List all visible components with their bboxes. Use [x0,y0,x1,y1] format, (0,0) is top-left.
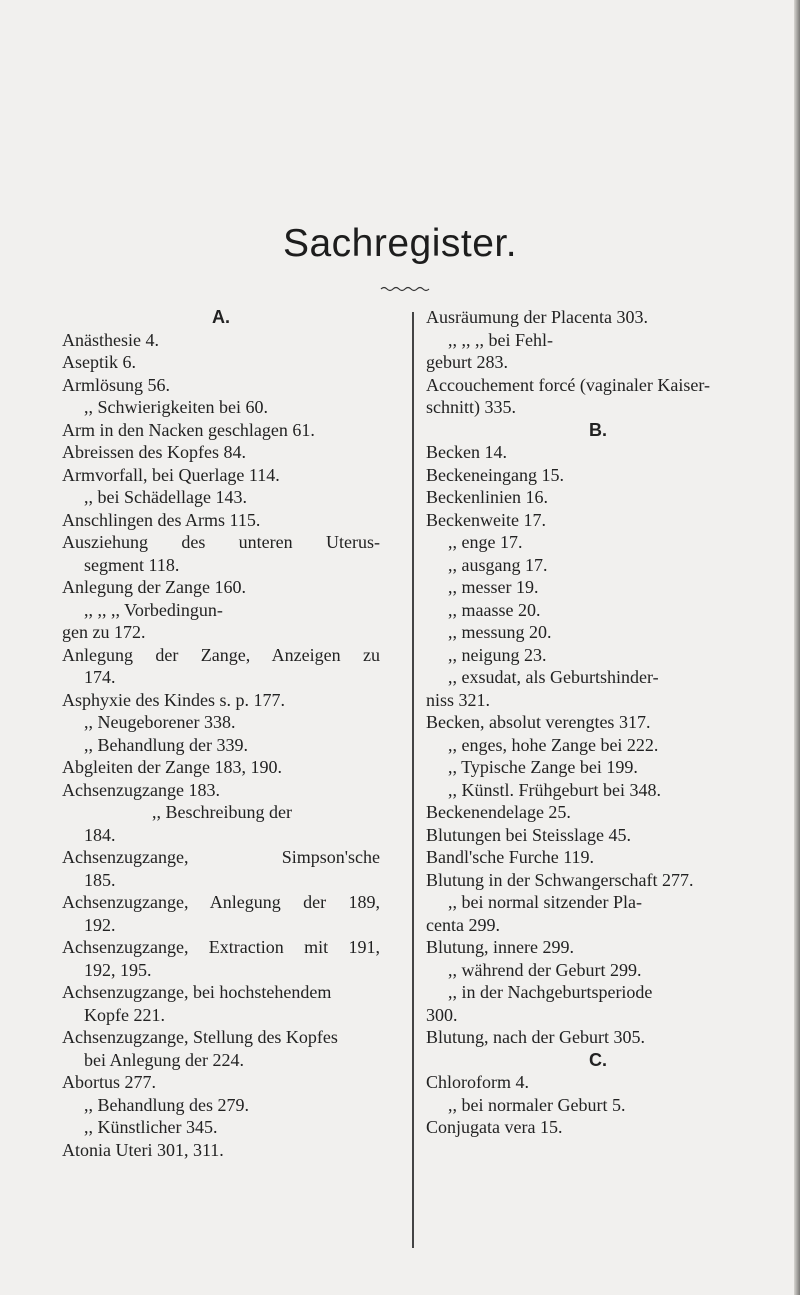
right-column [426,306,770,1139]
index-entry: Blutung, nach der Geburt 305. [426,1027,645,1047]
index-entry: ,, Künstlicher 345. [84,1117,218,1137]
index-entry: ,, ausgang 17. [448,554,548,575]
index-entry: Blutungen bei Steisslage 45. [426,824,631,845]
index-entry: Chloroform 4. [426,1072,529,1092]
index-entry: Blutung in der Schwangerschaft 277. [426,869,694,890]
index-entry: ,, bei normal sitzender Pla- [448,892,642,912]
index-entry: ,, bei normaler Geburt 5. [448,1094,626,1115]
index-entry: niss 321. [426,689,491,710]
index-entry: ,, während der Geburt 299. [448,959,642,980]
index-entry: ,, Beschreibung der [152,802,292,822]
index-entry: Abgleiten der Zange 183, 190. [62,757,282,777]
index-entry: ,, maasse 20. [448,599,541,620]
index-entry: Ausziehung des unteren Uterus- [62,532,380,552]
index-entry: geburt 283. [426,352,508,372]
index-entry: Conjugata vera 15. [426,1117,563,1137]
section-heading: B. [589,419,607,440]
index-entry: ,, exsudat, als Geburtshinder- [448,667,659,687]
left-column [62,306,380,1161]
index-entry: Blutung, innere 299. [426,937,574,957]
section-heading: A. [212,307,230,327]
index-entry: Achsenzugzange, Stellung des Kopfes [62,1027,338,1047]
index-entry: Anschlingen des Arms 115. [62,509,261,530]
index-entry: ,, Schwierigkeiten bei 60. [84,397,268,417]
index-entry: Armvorfall, bei Querlage 114. [62,464,280,485]
index-entry: Achsenzugzange 183. [62,779,220,800]
index-entry: 185. [84,869,116,890]
index-entry: ,, Behandlung des 279. [84,1094,249,1115]
index-entry: Achsenzugzange, Extraction mit 191, [62,937,380,957]
index-entry: ,, enge 17. [448,532,523,552]
index-entry: ,, ,, ,, Vorbedingun- [84,599,223,620]
index-entry: Becken, absolut verengtes 317. [426,712,651,732]
index-entry: Becken 14. [426,442,507,462]
index-entry: Bandl'sche Furche 119. [426,847,595,867]
index-entry: 174. [84,667,116,687]
wavy-rule-ornament [380,285,432,293]
index-entry: Beckeneingang 15. [426,464,564,485]
index-entry: Kopfe 221. [84,1004,165,1025]
index-entry: gen zu 172. [62,622,146,642]
index-entry: ,, messer 19. [448,577,539,597]
page-title: Sachregister. [282,222,518,265]
index-entry: ,, neigung 23. [448,644,547,665]
index-entry: ,, Künstl. Frühgeburt bei 348. [448,779,661,800]
index-entry: segment 118. [84,554,180,575]
index-entry: Beckenweite 17. [426,509,546,530]
index-entry: ,, in der Nachgeburtsperiode [448,982,653,1002]
index-entry: Beckenlinien 16. [426,487,548,507]
index-entry: ,, Typische Zange bei 199. [448,757,638,777]
section-heading: C. [589,1049,607,1070]
index-entry: schnitt) 335. [426,397,516,417]
column-divider [412,312,414,1248]
index-entry: centa 299. [426,914,500,935]
index-entry: Achsenzugzange, bei hochstehendem [62,982,332,1002]
index-entry: Ausräumung der Placenta 303. [426,307,648,327]
index-entry: Achsenzugzange, Anlegung der 189, [62,892,380,912]
index-entry: bei Anlegung der 224. [84,1049,244,1070]
index-entry: Achsenzugzange, Simpson'sche [62,847,380,867]
index-entry: Anlegung der Zange 160. [62,577,246,597]
index-entry: 184. [84,824,116,845]
index-entry: ,, enges, hohe Zange bei 222. [448,734,659,755]
index-entry: Armlösung 56. [62,374,170,395]
index-entry: Beckenendelage 25. [426,802,571,822]
index-entry: ,, ,, ,, bei Fehl- [448,329,553,350]
index-entry: Atonia Uteri 301, 311. [62,1139,224,1160]
index-entry: Abortus 277. [62,1072,156,1092]
page-edge [794,0,800,1295]
index-entry: ,, bei Schädellage 143. [84,487,247,507]
index-entry: Aseptik 6. [62,352,136,372]
index-entry: ,, Behandlung der 339. [84,734,248,755]
index-entry: ,, Neugeborener 338. [84,712,236,732]
index-entry: Anlegung der Zange, Anzeigen zu [62,644,380,665]
index-entry: Anästhesie 4. [62,329,159,350]
index-entry: Abreissen des Kopfes 84. [62,442,246,462]
index-entry: ,, messung 20. [448,622,552,642]
index-entry: 300. [426,1004,458,1025]
index-entry: Arm in den Nacken geschlagen 61. [62,419,315,440]
index-entry: Accouchement forcé (vaginaler Kaiser- [426,374,710,395]
index-entry: Asphyxie des Kindes s. p. 177. [62,689,285,710]
index-entry: 192. [84,914,116,935]
index-entry: 192, 195. [84,959,152,980]
